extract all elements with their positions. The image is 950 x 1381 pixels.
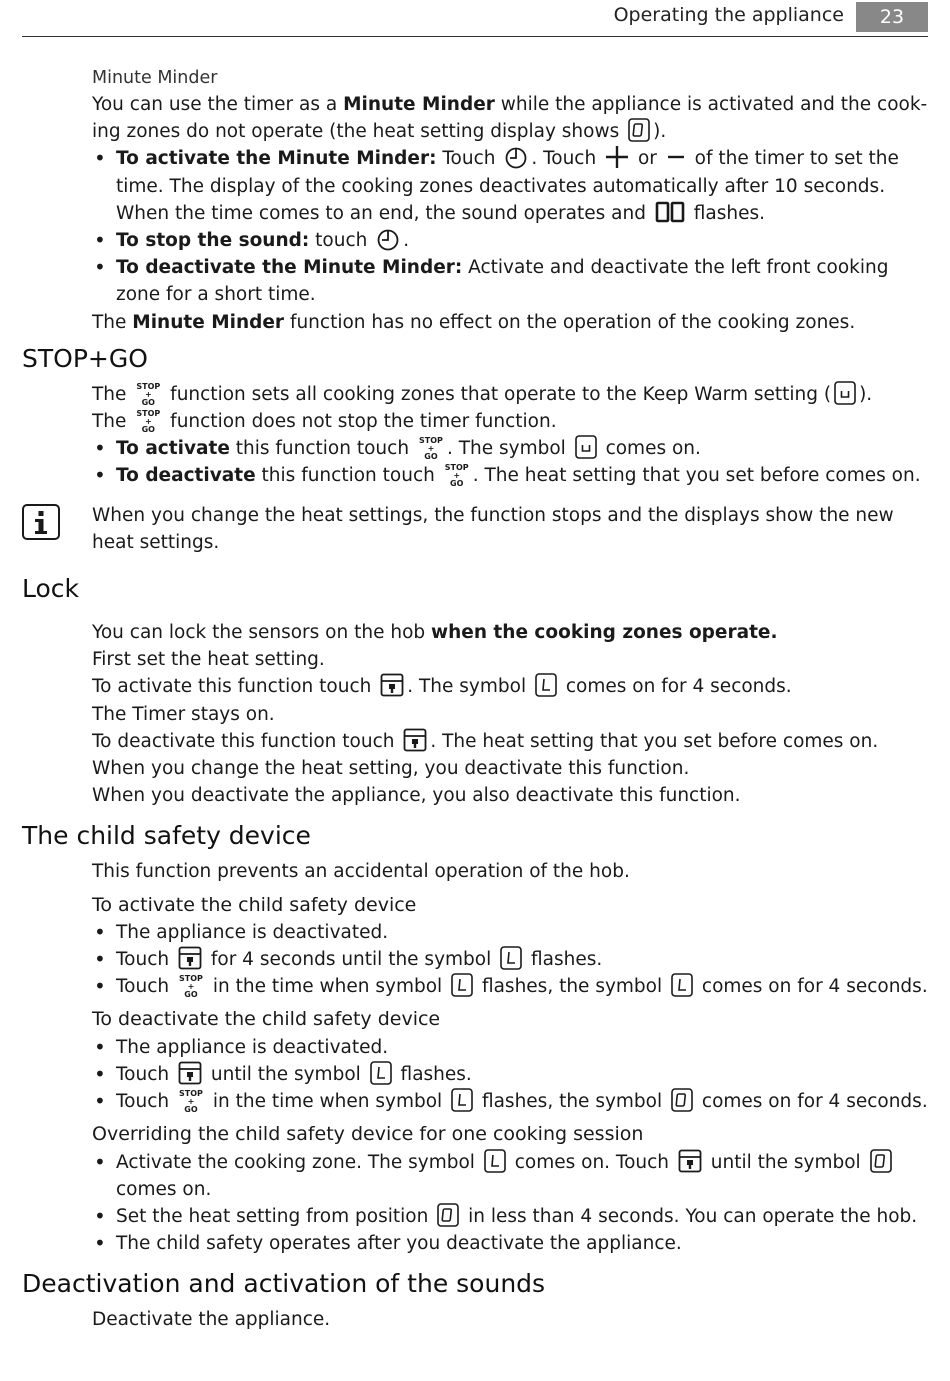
header-title: Operating the appliance [613,4,844,26]
lock-icon [380,673,404,697]
list-item: • Set the heat setting from position in less than 4 seconds. You can operate the hob. [92,1203,928,1230]
lock-line: To deactivate this function touch . The heat setting that you set before comes on. [92,728,928,755]
info-icon [22,504,60,540]
list-item: • To stop the sound: touch . [92,227,928,254]
stop-go-icon: STOP + GO [136,409,161,435]
sounds-text: Deactivate the appliance. [92,1309,331,1331]
zero-display-icon [628,118,650,142]
sounds-section [92,1306,928,1333]
zero-display-icon [671,1088,693,1112]
l-display-icon [484,1149,506,1173]
stop-go-icon: STOP + GO [444,463,469,489]
list-item: • Touch until the symbol flashes. [92,1061,928,1088]
child-safety-deactivate-list [92,1034,928,1116]
lock-icon [178,946,202,970]
info-note-text: When you change the heat settings, the function stops and the displays show the new heat settings. [92,504,894,553]
stop-go-p1: The STOP + GO function sets all cooking zones that operate to the Keep Warm setting ( ). [92,381,873,407]
child-safety-intro: This function prevents an accidental operation of the hob. [92,861,630,883]
stop-go-section [92,381,928,490]
double-zero-icon [655,200,685,224]
minute-minder-intro: You can use the timer as a Minute Minder while the appliance is activated and the cook-ing zones do not operate (the heat setting display shows ). [92,94,928,143]
lock-line: You can lock the sensors on the hob when the cooking zones operate. [92,622,778,644]
child-safety-activate-list [92,919,928,1001]
stop-go-icon: STOP + GO [179,974,203,1000]
list-item: • Touch for 4 seconds until the symbol flashes. [92,946,928,973]
info-note [22,502,928,556]
child-safety-activate-heading: To activate the child safety device [92,893,417,916]
stop-go-heading: STOP+GO [22,343,148,373]
zero-display-icon [870,1149,892,1173]
stop-go-p2: The STOP + GO function does not stop the timer function. [92,409,557,435]
list-item: • The appliance is deactivated. [92,919,928,946]
minute-minder-outro: The Minute Minder function has no effect on the operation of the cooking zones. [92,311,856,333]
stop-go-icon: STOP + GO [418,436,443,462]
timer-icon [376,227,400,251]
lock-line: When you change the heat setting, you deactivate this function. [92,758,690,780]
child-safety-section [92,858,928,1257]
list-item: • The child safety operates after you deactivate the appliance. [92,1230,928,1257]
page-header [22,0,928,37]
lock-heading: Lock [22,574,80,604]
lock-icon [403,728,427,752]
l-display-icon [671,973,693,997]
lock-line: To activate this function touch . The symbol comes on for 4 seconds. [92,673,928,700]
page-content [22,68,928,1334]
list-item: • To activate the Minute Minder: Touch . Touch or of the timer to set the time. The display of the cooking zones deactivates automatically after 10 seconds. When the time comes to an end, the sound operates and flashes. [92,145,928,227]
minute-minder-subtitle: Minute Minder [92,68,218,88]
stop-go-icon: STOP + GO [179,1089,203,1115]
child-safety-override-heading: Overriding the child safety device for one cooking session [92,1123,644,1146]
list-item: • To activate this function touch STOP + GO . The symbol comes on. [92,435,928,462]
stop-go-list [92,435,928,489]
lock-line: When you deactivate the appliance, you also deactivate this function. [92,785,741,807]
l-display-icon [500,946,522,970]
lock-line: The Timer stays on. [92,703,275,725]
l-display-icon [370,1061,392,1085]
keep-warm-icon [834,381,856,405]
stop-go-icon: STOP + GO [136,381,161,407]
keep-warm-icon [575,435,597,459]
plus-icon [605,145,629,169]
list-item: • To deactivate the Minute Minder: Activate and deactivate the left front cooking zone for a short time. [92,254,928,308]
list-item: • To deactivate this function touch STOP + GO . The heat setting that you set before comes on. [92,462,928,489]
minute-minder-list [92,145,928,308]
list-item: • The appliance is deactivated. [92,1034,928,1061]
lock-line: First set the heat setting. [92,649,325,671]
list-item: • Touch STOP + GO in the time when symbol flashes, the symbol comes on for 4 seconds. [92,973,928,1000]
l-display-icon [451,973,473,997]
sounds-heading: Deactivation and activation of the sounds [22,1269,546,1299]
child-safety-override-list [92,1149,928,1258]
l-display-icon [451,1088,473,1112]
child-safety-deactivate-heading: To deactivate the child safety device [92,1008,441,1031]
l-display-icon [535,673,557,697]
lock-icon [678,1149,702,1173]
child-safety-heading: The child safety device [22,821,311,851]
timer-icon [504,145,528,169]
minus-icon [666,145,686,169]
lock-section [92,619,928,809]
list-item: • Activate the cooking zone. The symbol comes on. Touch until the symbol comes on. [92,1149,928,1203]
lock-icon [178,1061,202,1085]
minute-minder-section [92,91,928,336]
page-number: 23 [856,2,928,32]
list-item: • Touch STOP + GO in the time when symbol flashes, the symbol comes on for 4 seconds. [92,1088,928,1115]
zero-display-icon [437,1203,459,1227]
